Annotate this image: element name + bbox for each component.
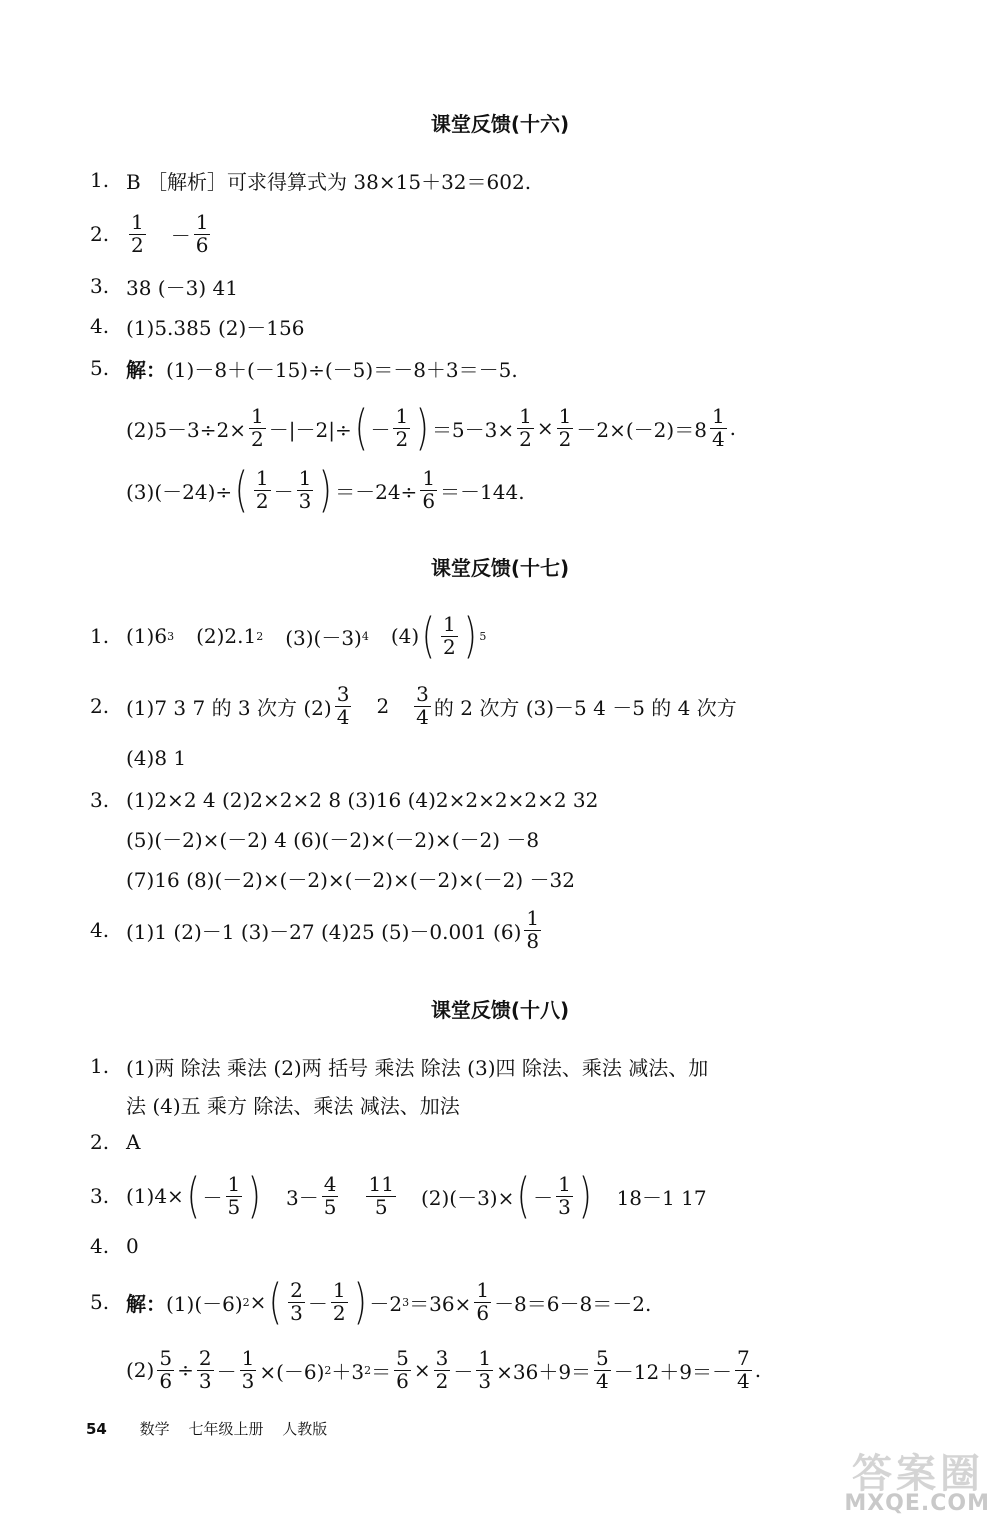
watermark-logo: 答案圈 MXQE.COM bbox=[844, 1451, 990, 1516]
answer-17-3-2: (5)(－2)×(－2) 4 (6)(－2)×(－2)×(－2) －8 bbox=[126, 827, 540, 852]
answer-16-5-2: (2)5－3÷2× $\frac{1}{2}$ －|－2|÷ ( － 1 2 ) ＝5－3× $\frac{1}{2}$ × $\frac{1}{2}$ －2×(－2)＝8 1 4 . bbox=[126, 400, 737, 456]
answer-17-3-3: (7)16 (8)(－2)×(－2)×(－2)×(－2)×(－2) －32 bbox=[126, 867, 575, 892]
answer-18-4: 4. 0 bbox=[90, 1234, 139, 1258]
footer-grade: 七年级上册 bbox=[188, 1420, 264, 1438]
section-title-17: 课堂反馈(十七) bbox=[430, 556, 570, 580]
answer-16-3: 3. 38 (－3) 41 bbox=[90, 274, 238, 300]
answer-16-2: 2. 1 2 － 1 6 bbox=[90, 209, 209, 257]
answer-18-2: 2. A bbox=[90, 1130, 141, 1154]
answer-17-2-4: (4)8 1 bbox=[126, 746, 187, 770]
answer-18-1: 1. (1)两 除法 乘法 (2)两 括号 乘法 除法 (3)四 除法、乘法 减法、加 bbox=[90, 1054, 709, 1080]
footer-subject: 数学 bbox=[139, 1420, 170, 1438]
answer-17-1: 1. (1)6 3 (2)2.1 2 (3)(－3) 4 (4) ( 1 2 ) 5 bbox=[90, 608, 487, 664]
fraction: 1 6 bbox=[195, 209, 209, 257]
answer-17-3: 3. (1)2×2 4 (2)2×2×2 8 (3)16 (4)2×2×2×2×2 32 bbox=[90, 788, 599, 812]
answer-17-4: 4. (1)1 (2)－1 (3)－27 (4)25 (5)－0.001 (6) 1 8 bbox=[90, 905, 540, 953]
page-footer bbox=[86, 1418, 341, 1439]
answer-18-5: 5. 解： (1)(－6) 2 × ( 2 3 － 1 2 ) －2 3 ＝36× $\frac{1}{6}$ －8＝6－8＝－2. bbox=[90, 1274, 652, 1330]
section-title-16: 课堂反馈(十六) bbox=[430, 112, 570, 136]
fraction: 1 2 bbox=[131, 209, 144, 257]
answer-18-1-2: 法 (4)五 乘方 除法、乘法 减法、加法 bbox=[126, 1093, 460, 1118]
footer-edition: 人教版 bbox=[282, 1420, 328, 1438]
answer-17-2: 2. (1)7 3 7 的 3 次方 (2) 3 4 2 3 4 的 2 次方 (3)－5 4 －5 的 4 次方 bbox=[90, 681, 737, 729]
answer-16-1: 1. B ［解析］可求得算式为 38×15＋32＝602. bbox=[90, 168, 532, 194]
answer-18-5-2: (2) $\frac{5}{6}$ ÷ $\frac{2}{3}$ － $\frac{1}{3}$ ×(－6) 2 ＋3 2 ＝ $\frac{5}{6}$ × $\frac{3}{2}$ － $\frac{1}{3}$ ×36＋9＝ 5 4 －12＋9＝－ 7 4 . bbox=[126, 1345, 762, 1393]
answer-18-3: 3. (1)4× ( － 1 5 ) 3－ 4 5 11 5 (2)(－3)× ( － 1 3 ) 18－1 17 bbox=[90, 1168, 707, 1224]
answer-16-5: 5. 解： (1)－8＋(－15)÷(－5)＝－8＋3＝－5. bbox=[90, 356, 518, 382]
answer-16-5-3: (3)(－24)÷ ( 1 2 － 1 3 ) ＝－24÷ $\frac{1}{6}$ ＝－144. bbox=[126, 462, 525, 518]
answer-16-4: 4. (1)5.385 (2)－156 bbox=[90, 314, 305, 340]
section-title-18: 课堂反馈(十八) bbox=[430, 998, 570, 1022]
page-number: 54 bbox=[86, 1420, 107, 1438]
